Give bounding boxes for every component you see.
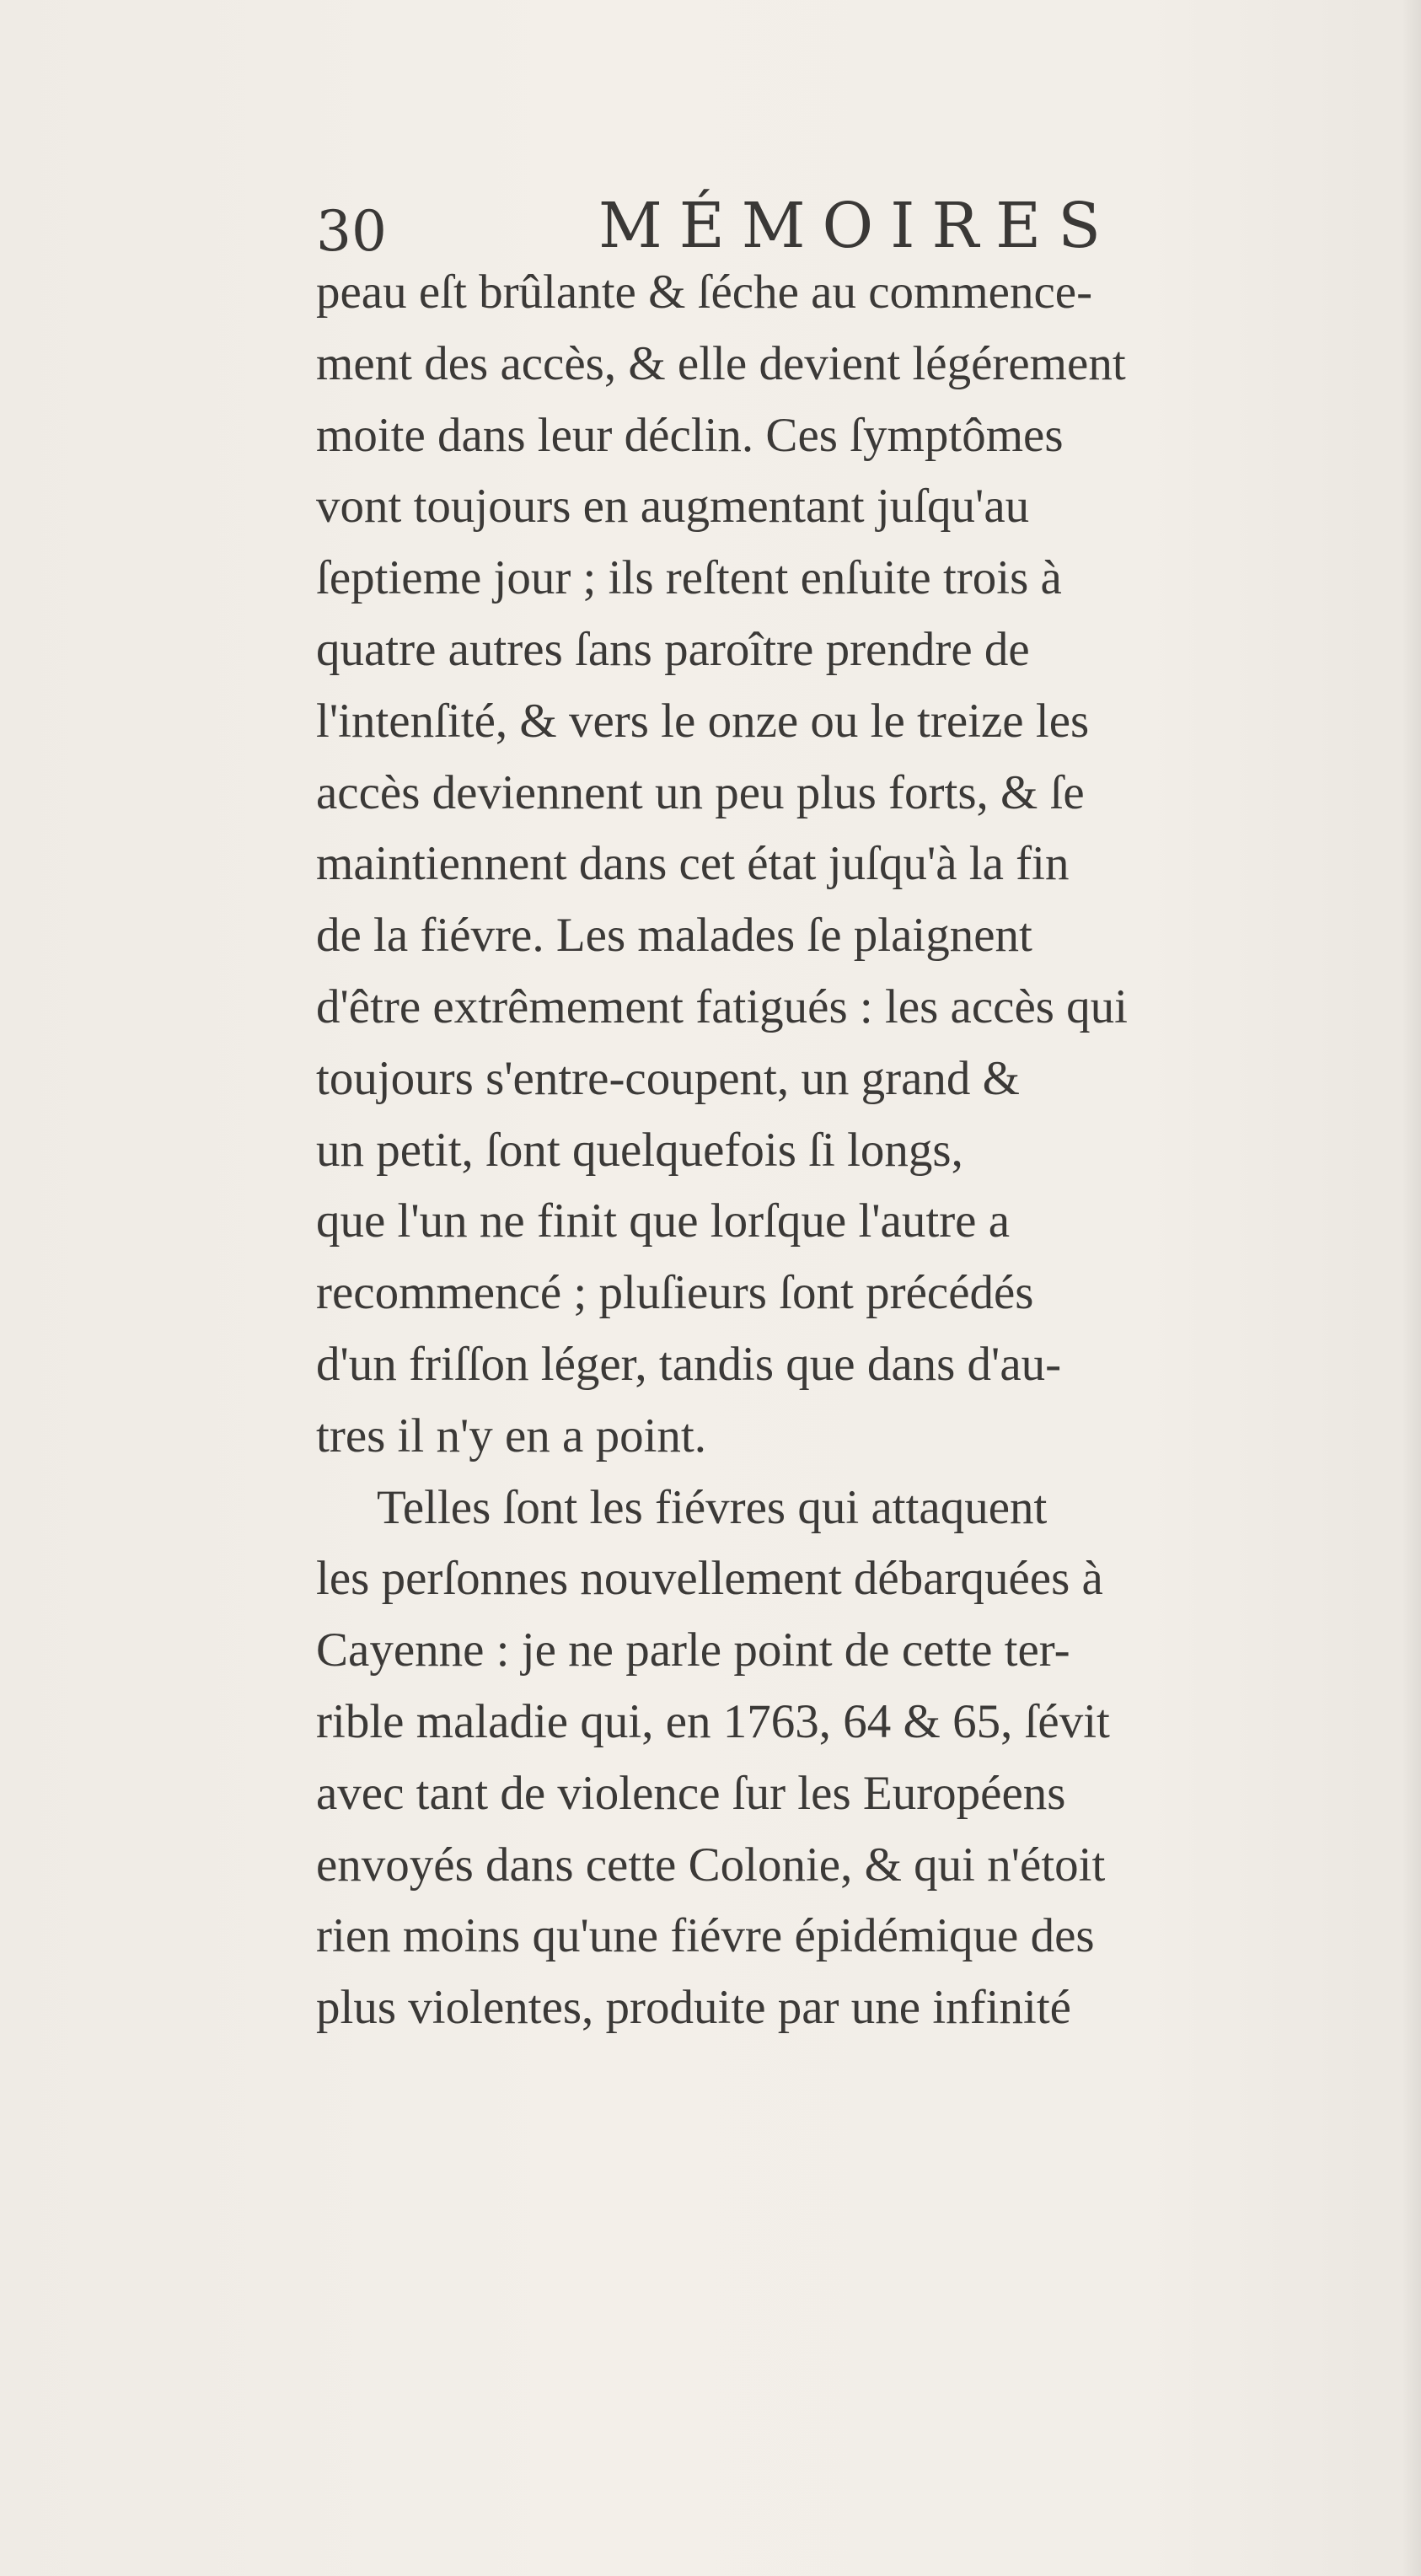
text-line: envoyés dans cette Colonie, & qui n'étoit xyxy=(316,1838,1106,1892)
text-line: que l'un ne finit que lorſque l'autre a xyxy=(316,1194,1011,1248)
text-line: quatre autres ſans paroître prendre de xyxy=(316,622,1030,676)
text-line: rien moins qu'une fiévre épidémique des xyxy=(316,1909,1095,1963)
text-line: un petit, ſont quelquefois ſi longs, xyxy=(316,1123,963,1177)
text-line: d'un friſſon léger, tandis que dans d'au- xyxy=(316,1337,1062,1391)
text-line: les perſonnes nouvellement débarquées à xyxy=(316,1552,1103,1606)
text-line: vont toujours en augmentant juſqu'au xyxy=(316,480,1030,534)
body-text xyxy=(316,257,1412,2044)
text-line: avec tant de violence ſur les Européens xyxy=(316,1766,1066,1820)
text-line: maintiennent dans cet état juſqu'à la fin xyxy=(316,837,1070,891)
running-title: MÉMOIRES xyxy=(598,190,1118,262)
page-header xyxy=(316,173,1142,266)
text-line: toujours s'entre-coupent, un grand & xyxy=(316,1051,1020,1105)
text-line: accès deviennent un peu plus forts, & ſe xyxy=(316,765,1085,819)
text-line: recommencé ; pluſieurs ſont précédés xyxy=(316,1266,1034,1320)
text-line: rible maladie qui, en 1763, 64 & 65, ſévit xyxy=(316,1694,1110,1748)
text-line: ſeptieme jour ; ils reſtent enſuite trois à xyxy=(316,551,1062,605)
text-line: tres il n'y en a point. xyxy=(316,1409,707,1462)
text-line: ment des accès, & elle devient légérement xyxy=(316,336,1126,390)
text-line: l'intenſité, & vers le onze ou le treize les xyxy=(316,694,1090,748)
text-line: plus violentes, produite par une infinité xyxy=(316,1981,1071,2035)
text-line: Cayenne : je ne parle point de cette ter- xyxy=(316,1623,1070,1677)
page-number: 30 xyxy=(316,199,387,264)
text-line: de la fiévre. Les malades ſe plaignent xyxy=(316,909,1032,963)
text-line: d'être extrêmement fatigués : les accès qui xyxy=(316,979,1129,1033)
text-line: moite dans leur déclin. Ces ſymptômes xyxy=(316,408,1064,462)
text-line: Telles ſont les fiévres qui attaquent xyxy=(377,1480,1048,1534)
text-line: peau eſt brûlante & ſéche au commence- xyxy=(316,266,1093,319)
